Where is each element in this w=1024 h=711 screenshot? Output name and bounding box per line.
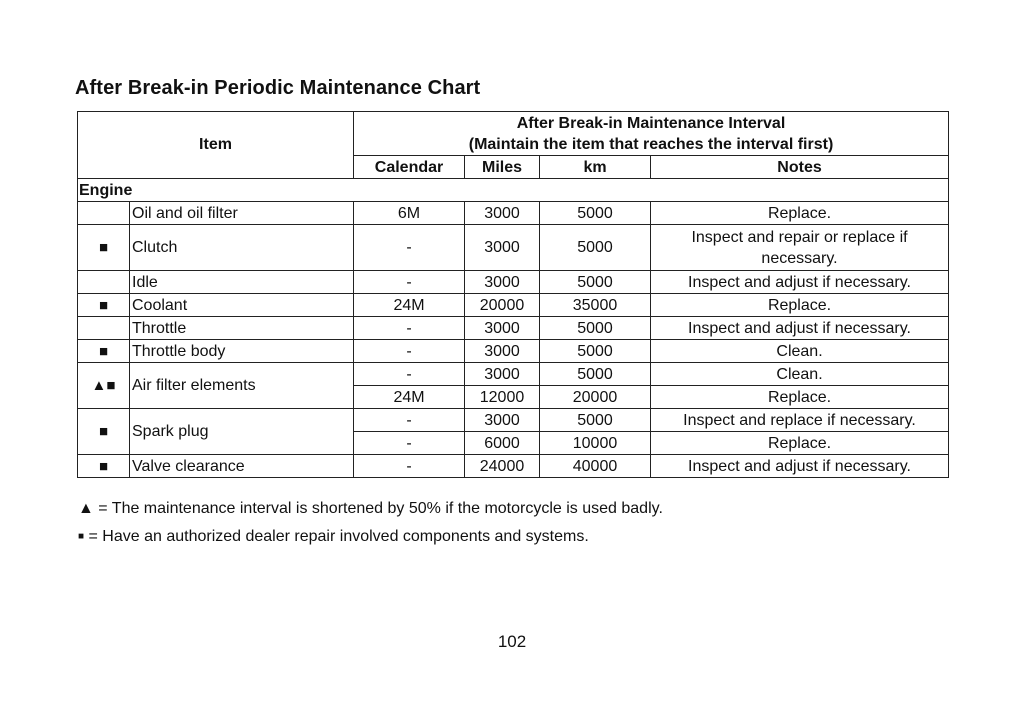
calendar-cell: -: [354, 455, 465, 478]
miles-cell: 3000: [465, 363, 540, 386]
calendar-cell: -: [354, 432, 465, 455]
notes-cell: Clean.: [651, 363, 949, 386]
page-number: 102: [497, 632, 527, 651]
km-cell: 5000: [540, 363, 651, 386]
km-cell: 5000: [540, 225, 651, 271]
table-header-row: [78, 112, 949, 156]
section-engine: Engine: [78, 179, 949, 202]
item-header: [78, 112, 354, 179]
table-row: [78, 455, 949, 478]
calendar-cell: 6M: [354, 202, 465, 225]
miles-cell: 3000: [465, 317, 540, 340]
dealer-square-icon: ■: [78, 225, 130, 271]
calendar-cell: 24M: [354, 386, 465, 409]
miles-cell: 3000: [465, 409, 540, 432]
miles-cell: 3000: [465, 225, 540, 271]
dealer-square-icon: ■: [78, 294, 130, 317]
dealer-square-icon: ■: [78, 455, 130, 478]
km-cell: 20000: [540, 386, 651, 409]
notes-cell: Inspect and adjust if necessary.: [651, 317, 949, 340]
miles-cell: 20000: [465, 294, 540, 317]
footnote-square-text: = Have an authorized dealer repair involved components and systems.: [84, 528, 589, 545]
interval-header: [354, 112, 949, 156]
calendar-cell: -: [354, 271, 465, 294]
km-header: km: [540, 156, 651, 179]
miles-cell: 3000: [465, 202, 540, 225]
item-name: Valve clearance: [130, 455, 354, 478]
calendar-cell: -: [354, 225, 465, 271]
miles-cell: 6000: [465, 432, 540, 455]
notes-cell: Replace.: [651, 432, 949, 455]
miles-header: Miles: [465, 156, 540, 179]
table-row: [78, 363, 949, 386]
km-cell: 5000: [540, 271, 651, 294]
notes-cell: Inspect and adjust if necessary.: [651, 455, 949, 478]
item-name: Coolant: [130, 294, 354, 317]
table-row: [78, 340, 949, 363]
notes-cell: Inspect and repair or replace if necessary.: [651, 225, 949, 271]
item-name: Spark plug: [130, 409, 354, 455]
calendar-cell: 24M: [354, 294, 465, 317]
notes-cell: Inspect and adjust if necessary.: [651, 271, 949, 294]
item-name: Air filter elements: [130, 363, 354, 409]
item-name: Oil and oil filter: [130, 202, 354, 225]
calendar-cell: -: [354, 317, 465, 340]
dealer-square-icon: ■: [78, 340, 130, 363]
notes-cell: Clean.: [651, 340, 949, 363]
calendar-cell: -: [354, 363, 465, 386]
table-row: [78, 294, 949, 317]
calendar-header: Calendar: [354, 156, 465, 179]
table-row: [78, 409, 949, 432]
footnote-square: [78, 528, 589, 546]
table-row: [78, 225, 949, 271]
maintenance-table: [77, 111, 949, 478]
miles-cell: 24000: [465, 455, 540, 478]
miles-cell: 12000: [465, 386, 540, 409]
notes-header: Notes: [651, 156, 949, 179]
km-cell: 5000: [540, 317, 651, 340]
notes-cell: Inspect and replace if necessary.: [651, 409, 949, 432]
calendar-cell: -: [354, 340, 465, 363]
section-row: [78, 179, 949, 202]
triangle-square-icon: ▲■: [78, 363, 130, 409]
interval-subtitle: (Maintain the item that reaches the interval first): [468, 136, 834, 153]
footnote-triangle: [78, 500, 663, 518]
km-cell: 35000: [540, 294, 651, 317]
item-name: Throttle body: [130, 340, 354, 363]
square-icon: ■: [78, 531, 85, 542]
table-row: [78, 271, 949, 294]
interval-title: After Break-in Maintenance Interval: [516, 115, 786, 132]
footnote-triangle-text: = The maintenance interval is shortened by 50% if the motorcycle is used badly.: [93, 500, 663, 517]
km-cell: 5000: [540, 340, 651, 363]
triangle-icon: ▲: [78, 500, 94, 517]
item-name: Clutch: [130, 225, 354, 271]
item-name: Throttle: [130, 317, 354, 340]
km-cell: 10000: [540, 432, 651, 455]
mark-cell: [78, 271, 130, 294]
item-header-label: Item: [199, 136, 232, 153]
calendar-cell: -: [354, 409, 465, 432]
page-title: After Break-in Periodic Maintenance Chart: [75, 77, 481, 99]
table-row: [78, 202, 949, 225]
miles-cell: 3000: [465, 340, 540, 363]
item-name: Idle: [130, 271, 354, 294]
km-cell: 5000: [540, 202, 651, 225]
mark-cell: [78, 202, 130, 225]
miles-cell: 3000: [465, 271, 540, 294]
table-row: [78, 317, 949, 340]
km-cell: 40000: [540, 455, 651, 478]
notes-cell: Replace.: [651, 386, 949, 409]
mark-cell: [78, 317, 130, 340]
dealer-square-icon: ■: [78, 409, 130, 455]
km-cell: 5000: [540, 409, 651, 432]
notes-cell: Replace.: [651, 202, 949, 225]
notes-cell: Replace.: [651, 294, 949, 317]
